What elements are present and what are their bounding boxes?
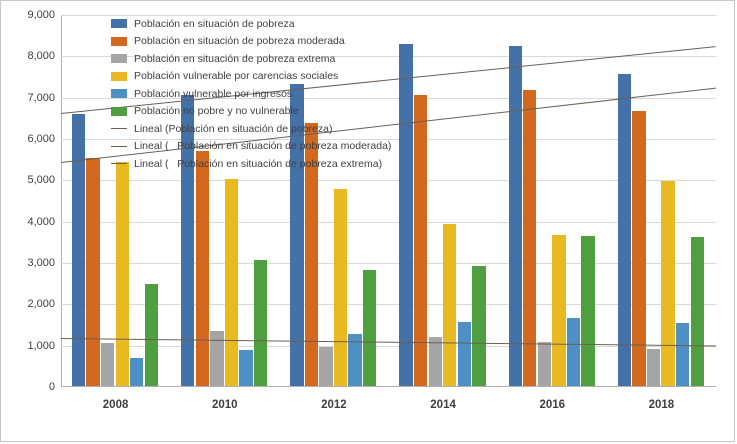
y-axis-tick-label: 6,000 bbox=[27, 133, 55, 145]
bar bbox=[509, 46, 522, 386]
bar bbox=[363, 270, 376, 386]
bar bbox=[86, 158, 99, 386]
bar bbox=[691, 237, 704, 386]
bar bbox=[225, 179, 238, 386]
x-axis-tick-label: 2012 bbox=[321, 399, 347, 411]
y-axis-tick-label: 0 bbox=[48, 381, 55, 393]
legend-item-label: Lineal ( Población en situación de pobreza moderada) bbox=[134, 140, 392, 153]
legend-line-swatch bbox=[111, 163, 127, 164]
bar bbox=[116, 162, 129, 386]
chart-legend bbox=[111, 15, 441, 173]
bar bbox=[676, 323, 689, 386]
legend-color-swatch bbox=[111, 54, 127, 63]
bar bbox=[472, 266, 485, 386]
y-axis-tick-label: 5,000 bbox=[27, 174, 55, 187]
legend-item-label: Población vulnerable por carencias sociales bbox=[134, 70, 339, 83]
legend-item bbox=[111, 33, 441, 51]
legend-item-label: Población en situación de pobreza extrema bbox=[134, 52, 336, 65]
legend-item-label: Población no pobre y no vulnerable bbox=[134, 105, 299, 118]
bar bbox=[429, 337, 442, 386]
legend-color-swatch bbox=[111, 72, 127, 81]
legend-item bbox=[111, 15, 441, 33]
y-axis-tick-label: 2,000 bbox=[27, 298, 55, 311]
bar bbox=[239, 350, 252, 386]
bar bbox=[443, 224, 456, 386]
y-axis-tick-label: 8,000 bbox=[27, 50, 55, 63]
y-axis-tick-label: 9,000 bbox=[27, 9, 55, 21]
bar bbox=[618, 74, 631, 386]
bar bbox=[581, 236, 594, 386]
bar bbox=[145, 284, 158, 387]
bar bbox=[101, 343, 114, 386]
legend-item-label: Población en situación de pobreza bbox=[134, 17, 295, 30]
legend-line-swatch bbox=[111, 128, 127, 129]
bar bbox=[319, 347, 332, 386]
bar bbox=[567, 318, 580, 386]
legend-item bbox=[111, 103, 441, 121]
legend-color-swatch bbox=[111, 89, 127, 98]
bar bbox=[334, 189, 347, 386]
y-axis-tick-label: 1,000 bbox=[27, 339, 55, 352]
legend-item bbox=[111, 68, 441, 86]
legend-line-swatch bbox=[111, 146, 127, 147]
bar bbox=[196, 151, 209, 386]
bar bbox=[661, 181, 674, 386]
bar-group bbox=[509, 14, 596, 386]
bar bbox=[647, 349, 660, 386]
bar bbox=[254, 260, 267, 386]
x-axis-tick-label: 2010 bbox=[211, 399, 238, 411]
legend-item bbox=[111, 138, 441, 156]
legend-color-swatch bbox=[111, 19, 127, 28]
legend-item-label: Población en situación de pobreza moderada bbox=[134, 35, 345, 48]
bar bbox=[523, 90, 536, 386]
x-axis-tick-label: 2014 bbox=[430, 399, 456, 411]
legend-item bbox=[111, 120, 441, 138]
legend-item bbox=[111, 50, 441, 68]
bar bbox=[552, 235, 565, 386]
legend-item-label: Lineal ( Población en situación de pobreza extrema) bbox=[134, 157, 383, 170]
legend-item bbox=[111, 155, 441, 173]
legend-item-label: Población vulnerable por ingresos bbox=[134, 87, 293, 100]
legend-color-swatch bbox=[111, 37, 127, 46]
x-axis-tick-label: 2018 bbox=[648, 399, 675, 411]
bar bbox=[130, 358, 143, 386]
legend-item-label: Lineal (Población en situación de pobreza) bbox=[134, 122, 333, 135]
x-axis-tick-label: 2008 bbox=[102, 399, 129, 411]
bar bbox=[458, 322, 471, 386]
y-axis-line bbox=[61, 15, 62, 387]
legend-item bbox=[111, 85, 441, 103]
bar bbox=[72, 114, 85, 386]
y-axis-tick-label: 4,000 bbox=[27, 215, 55, 228]
bar-group bbox=[618, 14, 705, 386]
y-axis-tick-label: 3,000 bbox=[27, 257, 55, 269]
legend-color-swatch bbox=[111, 107, 127, 116]
x-axis-tick-label: 2016 bbox=[539, 399, 566, 411]
bar bbox=[538, 342, 551, 386]
y-axis-tick-label: 7,000 bbox=[27, 91, 55, 104]
x-axis-line bbox=[61, 386, 716, 387]
